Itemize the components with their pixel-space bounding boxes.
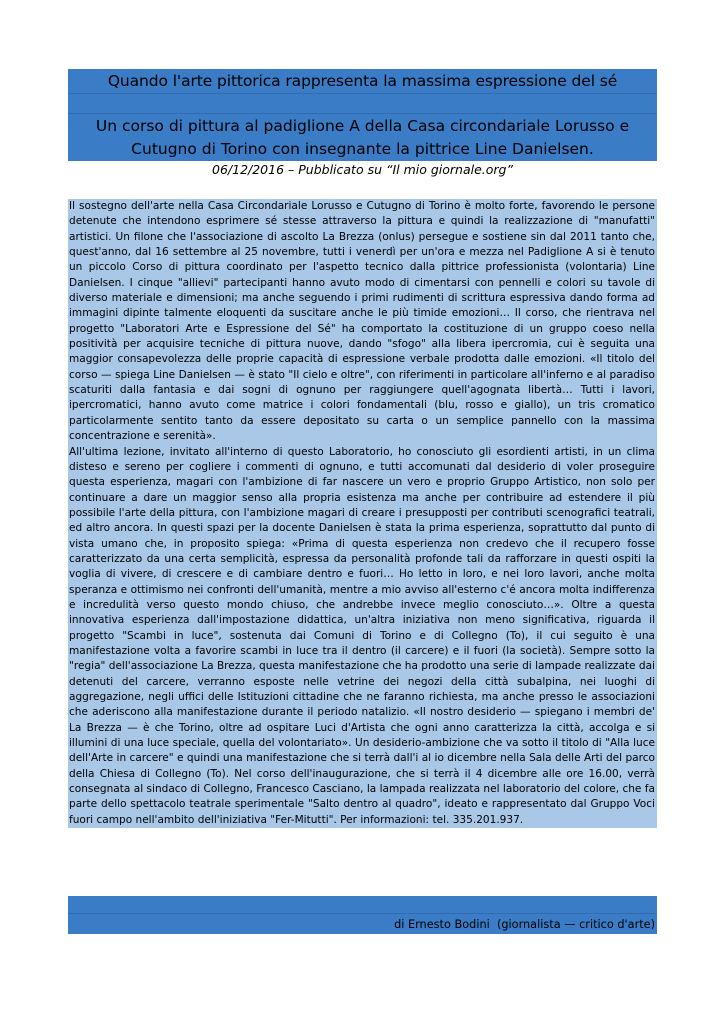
- signature-band: [68, 913, 657, 934]
- article-paragraph: All'ultima lezione, invitato all'interno di questo Laboratorio, ho conosciuto gli esordienti artisti, in un clima disteso e sereno per cogliere i commenti di ognuno, e tutti accomunati dal desiderio di voler proseguire questa esperienza, magari con l'ambizione di far nascere un vero e proprio Gruppo Artistico, non solo per continuare a dare un maggior senso alla propria esistenza ma anche per contribuire ad estendere il più possibile l'arte della pittura, con l'ambizione magari di creare i presupposti per contributi scenografici teatrali, ed altro ancora. In questi spazi per la docente Danielsen è stata la prima esperienza, soprattutto dal punto di vista umano che, in proposito spiega: «Prima di questa esperienza non credevo che il recupero fosse caratterizzato da una certa semplicità, espressa da personalità profonde tali da rafforzare in questi ospiti la voglia di vivere, di crescere e di cambiare dentro e fuori… Ho letto in loro, e nei loro lavori, anche molta speranza e ottimismo nei confronti dell'umanità, mentre a mio avviso all'esterno c'é ancora molta indifferenza e incredulità verso questo mondo chiuso, che andrebbe invece meglio conosciuto…». Oltre a questa innovativa esperienza dall'impostazione didattica, un'altra iniziativa non meno significativa, riguarda il progetto "Scambi in luce", sostenuta dai Comuni di Torino e di Collegno (To), il cui seguito è una manifestazione volta a favorire scambi in luce tra il dentro (il carcere) e il fuori (la società). Sempre sotto la "regia" dell'associazione La Brezza, questa manifestazione che ha prodotto una serie di lampade realizzate dai detenuti del carcere, verranno esposte nelle vetrine dei negozi della città subalpina, nei luoghi di aggregazione, negli uffici delle Istituzioni cittadine che ne faranno richiesta, ma anche presso le associazioni che aderiscono alla manifestazione durante il periodo natalizio. «Il nostro desiderio — spiegano i membri de' La Brezza — è che Torino, oltre ad ospitare Luci d'Artista che ogni anno caratterizza la città, accolga e si illumini di una luce speciale, quella del volontariato». Un desiderio-ambizione che va sotto il titolo di "Alla luce dell'Arte in carcere" e quindi una manifestazione che si terrà dall'i al io dicembre nella Sala delle Arti del parco della Chiesa di Collegno (To). Nel corso dell'inaugurazione, che si terrà il 4 dicembre alle ore 16.00, verrà consegnata al sindaco di Collegno, Francesco Casciano, la lampada realizzata nel laboratorio del colore, che fa parte dello spettacolo teatrale sperimentale "Salto dentro al quadro", ideato e rappresentato dal Gruppo Voci fuori campo nell'ambito dell'iniziativa "Fer-Mitutti". Per informazioni: tel. 335.201.937.: [69, 445, 655, 826]
- subtitle-band: [68, 113, 657, 161]
- article-paragraph: Il sostegno dell'arte nella Casa Circondariale Lorusso e Cutugno di Torino è molto forte, favorendo le persone detenute che intendono esprimere sé stesse attraverso la pittura e quindi la realizzazione di "manufatti" artistici. Un filone che l'associazione di ascolto La Brezza (onlus) persegue e sostiene sin dal 2011 tanto che, quest'anno, dal 16 settembre al 25 novembre, tutti i venerdì per un'ora e mezza nel Padiglione A si è tenuto un piccolo Corso di pittura coordinato per l'aspetto tecnico dalla pittrice professionista (volontaria) Line Danielsen. I cinque "allievi" partecipanti hanno avuto modo di cimentarsi con pennelli e colori su tavole di diverso materiale e dimensioni; ma anche seguendo i primi rudimenti di scrittura espressiva dando forma ad immagini dipinte talmente eloquenti da suscitare anche le più timide emozioni… Il corso, che rientrava nel progetto "Laboratori Arte e Espressione del Sé" ha comportato la costituzione di un gruppo coeso nella positività per acquisire tecniche di pittura nuove, dando "sfogo" alla libera ipercromia, cui è seguita una maggior consapevolezza delle proprie capacità di espressione verbale prodotta dalle emozioni. «Il titolo del corso — spiega Line Danielsen — è stato "Il cielo e oltre", con riferimenti in particolare all'inferno e al paradiso scaturiti dalla fantasia e dai sogni di ognuno per raggiungere quell'agognata libertà… Tutti i lavori, ipercromatici, hanno avuto come matrice i colori fondamentali (blu, rosso e giallo), un tris cromatico particolarmente sentito tanto da essere depositato su carta o un semplice pannello con la massima concentrazione e serenità».: [69, 200, 655, 443]
- header-spacer-band: [68, 93, 657, 114]
- publication-date: 06/12/2016 – Pubblicato su “Il mio giornale.org”: [212, 162, 513, 177]
- subtitle: Un corso di pittura al padiglione A della Casa circondariale Lorusso e Cutugno di Torino con insegnante la pittrice Line Danielsen.: [95, 116, 630, 158]
- headline: Quando l'arte pittorica rappresenta la massima espressione del sé: [107, 72, 618, 90]
- article-body: [68, 199, 657, 828]
- footer-spacer-band: [68, 896, 657, 914]
- headline-band: [68, 69, 657, 93]
- author-signature: di Ernesto Bodini (giornalista — critico d'arte): [394, 917, 655, 931]
